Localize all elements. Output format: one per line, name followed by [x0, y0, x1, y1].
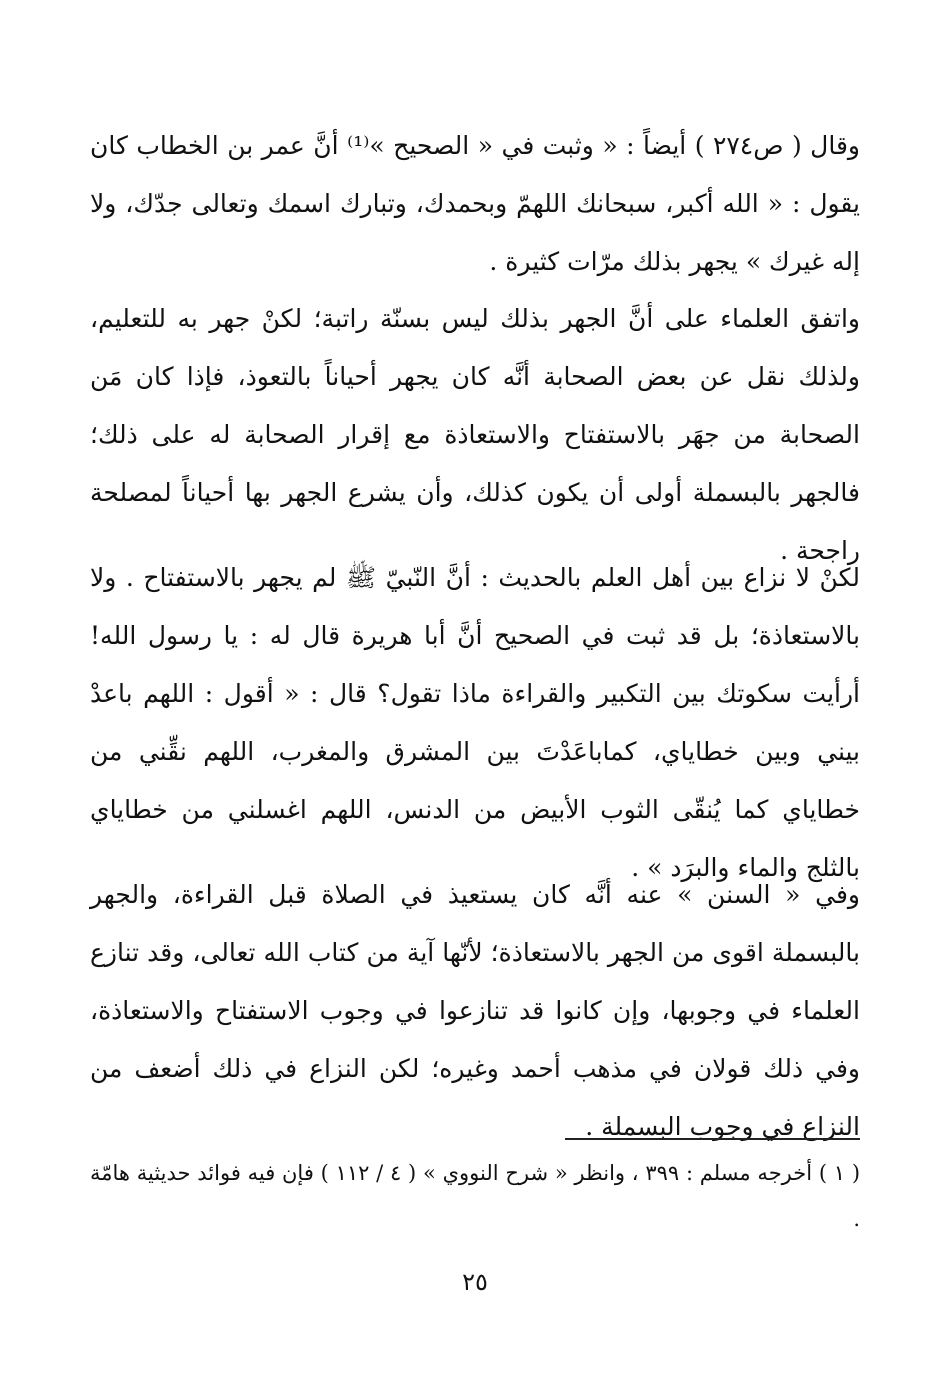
page-number: ٢٥	[462, 1268, 488, 1296]
paragraph-1: وقال ( ص٢٧٤ ) أيضاً : « وثبت في « الصحيح »⁽¹⁾ أنَّ عمر بن الخطاب كان يقول : « الله أكبر، سبحانك اللهمّ وبحمدك، وتبارك اسمك وتعالى جدّك، ولا إله غيرك » يجهر بذلك مرّات كثيرة .	[90, 131, 860, 276]
footnote: ( ١ ) أخرجه مسلم : ٣٩٩ ، وانظر « شرح النووي » ( ٤ / ١١٢ ) فإن فيه فوائد حديثية هامّة .	[90, 1161, 861, 1231]
footnote-divider	[565, 1138, 860, 1140]
paragraph-3: لكنْ لا نزاع بين أهل العلم بالحديث : أنَّ النّبيّ ﷺ لم يجهر بالاستفتاح . ولا بالاستعاذة؛ بل قد ثبت في الصحيح أنَّ أبا هريرة قال له : يا رسول الله! أرأيت سكوتك بين التكبير والقراءة ماذا تقول؟ قال : « أقول : اللهم باعدْ بيني وبين خطاياي، كماباعَدْتَ بين المشرق والمغرب، اللهم نقِّني من خطاياي كما يُنقّى الثوب الأبيض من الدنس، اللهم اغسلني من خطاياي بالثلج والماء والبرَد » .	[90, 563, 860, 882]
paragraph-4: وفي « السنن » عنه أنَّه كان يستعيذ في الصلاة قبل القراءة، والجهر بالبسملة اقوى من الجهر بالاستعاذة؛ لأنّها آية من كتاب الله تعالى، وقد تنازع العلماء في وجوبها، وإن كانوا قد تنازعوا في وجوب الاستفتاح والاستعاذة، وفي ذلك قولان في مذهب أحمد وغيره؛ لكن النزاع في ذلك أضعف من النزاع في وجوب البسملة .	[90, 880, 860, 1141]
paragraph-2: واتفق العلماء على أنَّ الجهر بذلك ليس بسنّة راتبة؛ لكنْ جهر به للتعليم، ولذلك نقل عن بعض الصحابة أنَّه كان يجهر أحياناً بالتعوذ، فإذا كان مَن الصحابة من جهَر بالاستفتاح والاستعاذة مع إقرار الصحابة له على ذلك؛ فالجهر بالبسملة أولى أن يكون كذلك، وأن يشرع الجهر بها أحياناً لمصلحة راجحة .	[90, 304, 860, 565]
